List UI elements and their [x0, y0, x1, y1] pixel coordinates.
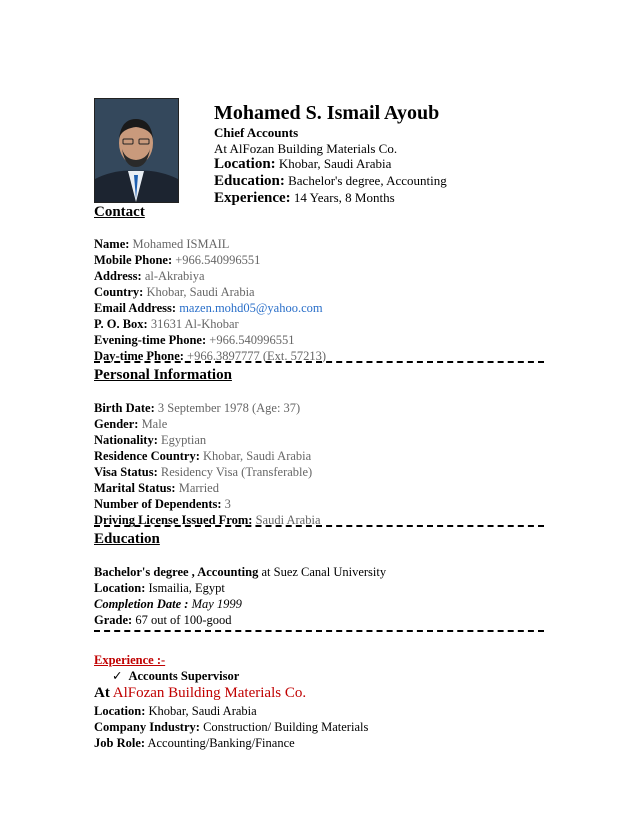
education-location: Location: Ismailia, Egypt	[94, 581, 225, 595]
contact-day-phone: Day-time Phone: +966.3897777 (Ext. 57213)	[94, 349, 327, 363]
personal-dependents: Number of Dependents: 3	[94, 497, 231, 511]
candidate-name: Mohamed S. Ismail Ayoub	[214, 102, 440, 124]
contact-heading: Contact	[94, 204, 145, 220]
education-heading: Education	[94, 531, 160, 547]
experience-location: Location: Khobar, Saudi Arabia	[94, 704, 257, 718]
personal-birth: Birth Date: 3 September 1978 (Age: 37)	[94, 401, 301, 415]
experience-role: ✓ Accounts Supervisor	[112, 669, 240, 683]
profile-photo	[94, 98, 179, 203]
personal-heading: Personal Information	[94, 367, 232, 383]
contact-pobox: P. O. Box: 31631 Al-Khobar	[94, 317, 239, 331]
divider	[94, 525, 544, 527]
header-location: Location: Khobar, Saudi Arabia	[214, 156, 392, 172]
current-company: At AlFozan Building Materials Co.	[214, 141, 398, 156]
email-link[interactable]: mazen.mohd05@yahoo.com	[179, 301, 323, 315]
contact-name: Name: Mohamed ISMAIL	[94, 237, 230, 251]
contact-mobile: Mobile Phone: +966.540996551	[94, 253, 261, 267]
header-experience: Experience: 14 Years, 8 Months	[214, 190, 395, 206]
experience-company: At AlFozan Building Materials Co.	[94, 685, 307, 701]
personal-gender: Gender: Male	[94, 417, 168, 431]
contact-evening-phone: Evening-time Phone: +966.540996551	[94, 333, 295, 347]
experience-industry: Company Industry: Construction/ Building Materials	[94, 720, 369, 734]
personal-license: Driving License Issued From: Saudi Arabia	[94, 513, 321, 527]
job-title: Chief Accounts	[214, 125, 299, 140]
education-completion: Completion Date : May 1999	[94, 597, 242, 611]
personal-visa: Visa Status: Residency Visa (Transferable)	[94, 465, 313, 479]
personal-nationality: Nationality: Egyptian	[94, 433, 207, 447]
personal-marital: Marital Status: Married	[94, 481, 219, 495]
contact-email: Email Address: mazen.mohd05@yahoo.com	[94, 301, 323, 315]
check-icon: ✓	[112, 669, 123, 683]
divider	[94, 630, 544, 632]
education-grade: Grade: 67 out of 100-good	[94, 613, 232, 627]
contact-country: Country: Khobar, Saudi Arabia	[94, 285, 255, 299]
personal-residence: Residence Country: Khobar, Saudi Arabia	[94, 449, 312, 463]
divider	[94, 361, 544, 363]
header-education: Education: Bachelor's degree, Accounting	[214, 173, 447, 189]
education-degree: Bachelor's degree , Accounting at Suez Canal University	[94, 565, 387, 579]
experience-jobrole: Job Role: Accounting/Banking/Finance	[94, 736, 295, 750]
contact-address: Address: al-Akrabiya	[94, 269, 205, 283]
experience-heading: Experience :-	[94, 653, 166, 667]
